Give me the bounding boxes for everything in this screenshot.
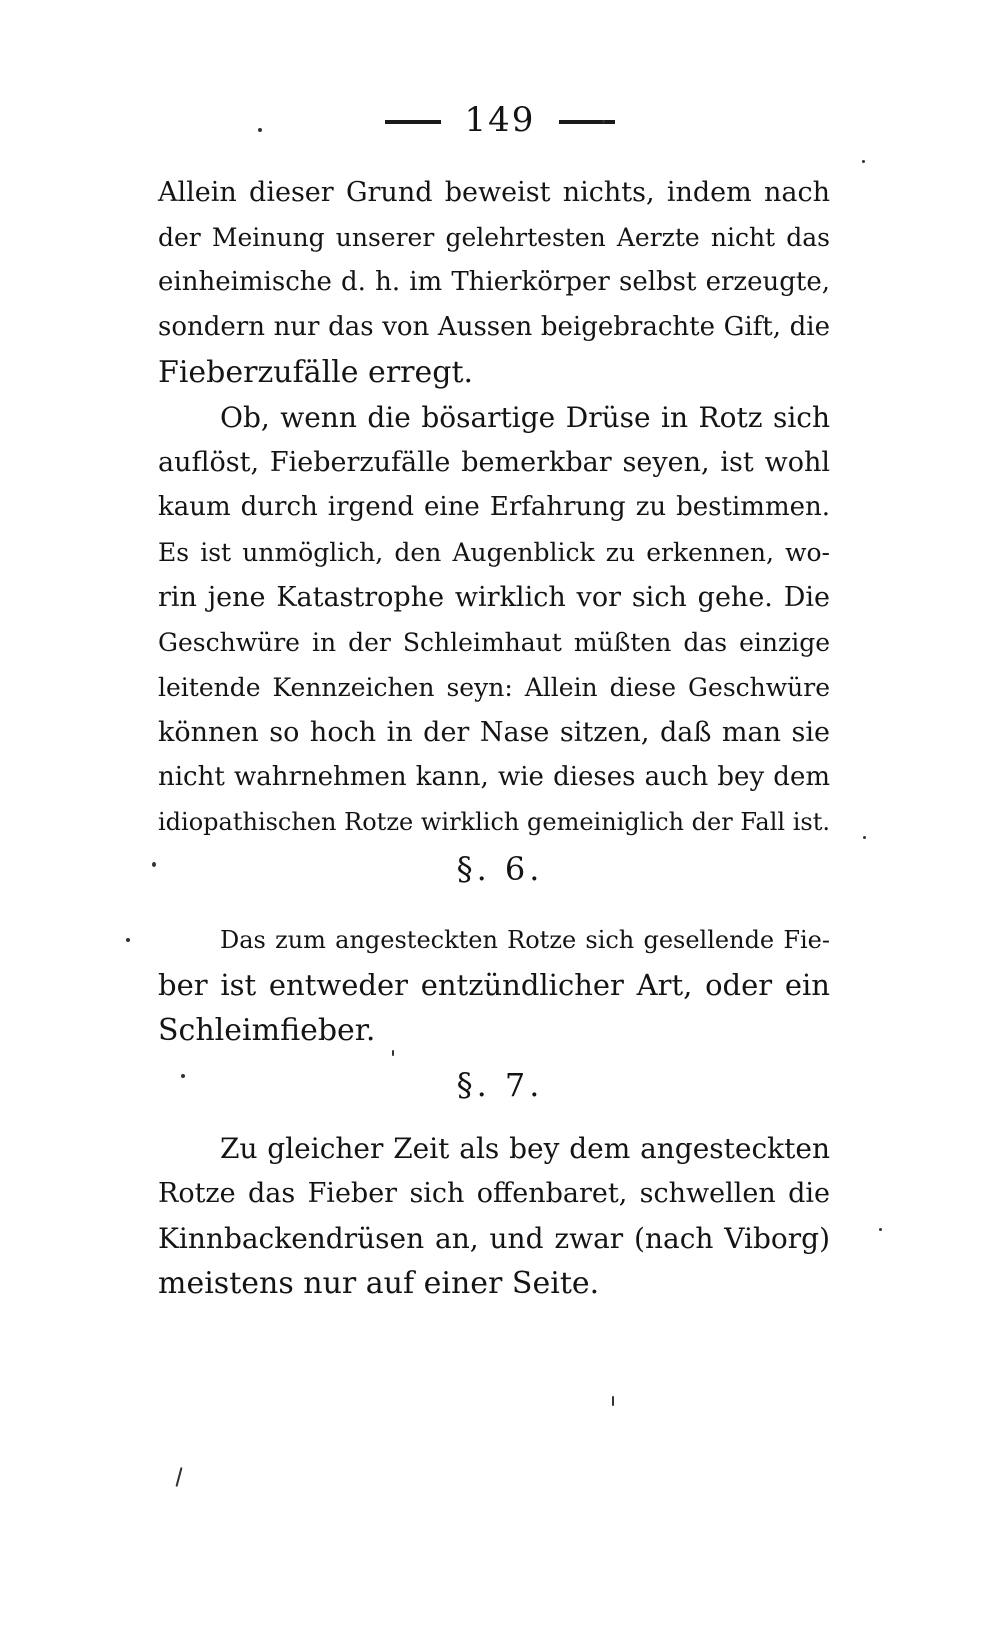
text-line: leitende Kennzeichen seyn: Allein diese Geschwüre bbox=[158, 673, 830, 702]
scan-speck bbox=[862, 160, 865, 163]
text-line: einheimische d. h. im Thierkörper selbst erzeugte, bbox=[158, 267, 830, 297]
header-dash-left bbox=[385, 120, 441, 124]
section-7-text bbox=[158, 1126, 830, 1306]
text-line: kaum durch irgend eine Erfahrung zu bestimmen. bbox=[158, 492, 830, 522]
text-line: meistens nur auf einer Seite. bbox=[158, 1266, 600, 1301]
scan-speck bbox=[181, 1074, 185, 1078]
text-line: Zu gleicher Zeit als bey dem angesteckten bbox=[220, 1132, 830, 1165]
scan-speck bbox=[879, 1228, 882, 1231]
text-line: Fieberzufälle erregt. bbox=[158, 355, 474, 390]
text-line: idiopathischen Rotze wirklich gemeiniglich der Fall ist. bbox=[158, 808, 830, 836]
text-line: Schleimfieber. bbox=[158, 1013, 376, 1048]
page-header bbox=[0, 100, 1000, 140]
scan-speck bbox=[392, 1050, 394, 1056]
text-line: ber ist entweder entzündlicher Art, oder ein bbox=[158, 968, 830, 1002]
text-line: Allein dieser Grund beweist nichts, indem nach bbox=[158, 177, 830, 208]
text-line: Ob, wenn die bösartige Drüse in Rotz sich bbox=[220, 401, 830, 434]
text-line: der Meinung unserer gelehrtesten Aerzte nicht das bbox=[158, 223, 830, 252]
text-line: Rotze das Fieber sich offenbaret, schwellen die bbox=[158, 1178, 830, 1209]
text-line: rin jene Katastrophe wirklich vor sich gehe. Die bbox=[158, 582, 830, 613]
text-line: Das zum angesteckten Rotze sich gesellende Fie- bbox=[220, 926, 830, 954]
section-6-text bbox=[158, 918, 830, 1053]
scan-speck bbox=[175, 1467, 182, 1487]
scan-speck bbox=[863, 836, 866, 839]
section-heading-6: §. 6. bbox=[456, 850, 544, 888]
text-line: auflöst, Fieberzufälle bemerkbar seyen, ist wohl bbox=[158, 447, 830, 478]
text-line: Geschwüre in der Schleimhaut müßten das einzige bbox=[158, 628, 830, 657]
header-dash-right bbox=[559, 120, 615, 124]
paragraph-grund bbox=[158, 170, 830, 395]
scan-speck bbox=[258, 128, 262, 132]
scan-speck bbox=[602, 120, 605, 123]
text-line: sondern nur das von Aussen beigebrachte Gift, die bbox=[158, 312, 830, 342]
paragraph-druese bbox=[158, 395, 830, 845]
text-line: nicht wahrnehmen kann, wie dieses auch bey dem bbox=[158, 762, 830, 792]
page-number: 149 bbox=[464, 100, 536, 140]
text-line: Es ist unmöglich, den Augenblick zu erkennen, wo- bbox=[158, 538, 830, 567]
scan-speck bbox=[126, 938, 130, 942]
scan-speck bbox=[152, 862, 156, 867]
text-line: können so hoch in der Nase sitzen, daß man sie bbox=[158, 717, 830, 748]
section-heading-7: §. 7. bbox=[456, 1066, 544, 1104]
scan-speck bbox=[612, 1396, 614, 1406]
text-line: Kinnbackendrüsen an, und zwar (nach Viborg) bbox=[158, 1222, 830, 1255]
